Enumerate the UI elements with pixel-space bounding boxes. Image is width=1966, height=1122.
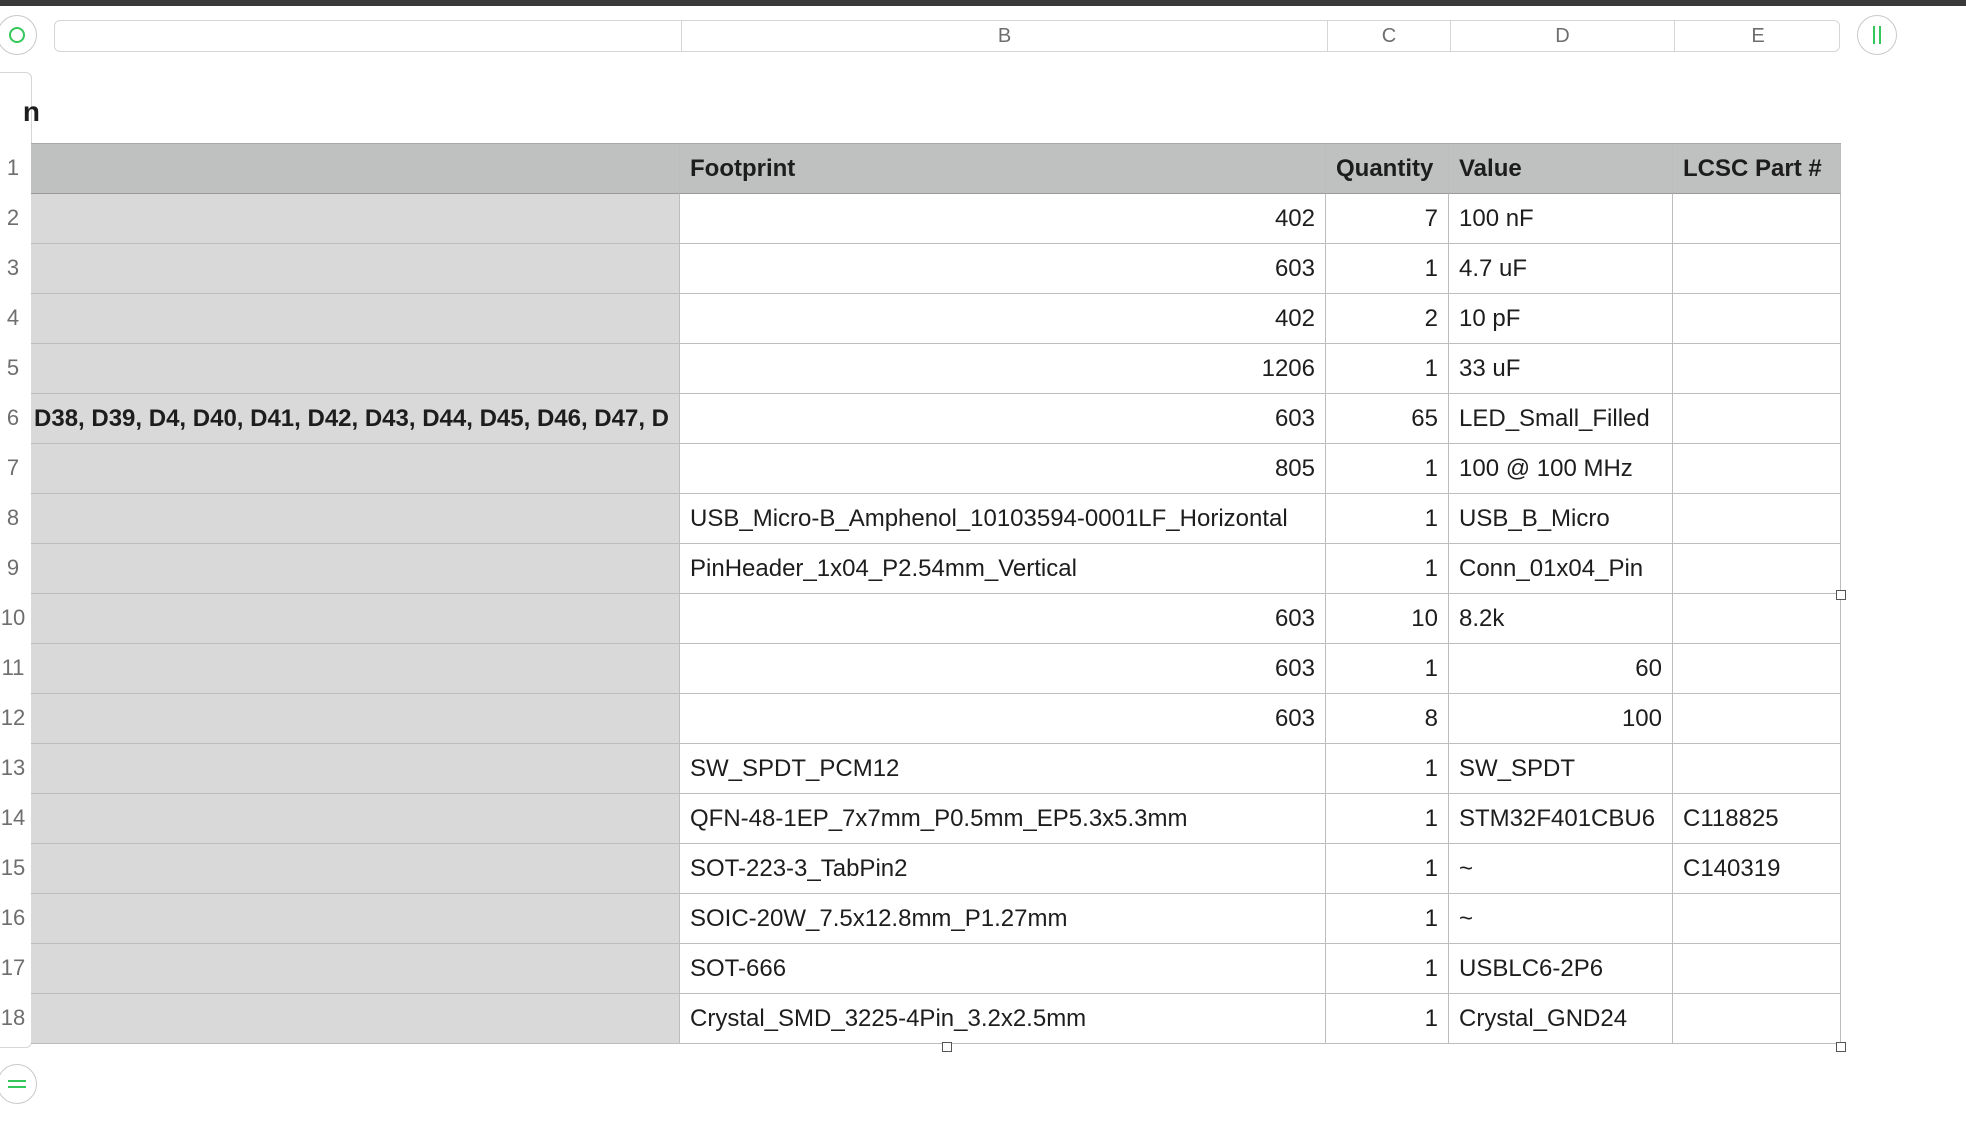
table-row — [31, 394, 1841, 444]
cell-lcsc[interactable] — [1673, 994, 1841, 1044]
cell-footprint[interactable]: QFN-48-1EP_7x7mm_P0.5mm_EP5.3x5.3mm — [680, 794, 1326, 844]
cell-quantity[interactable]: 65 — [1326, 394, 1449, 444]
cell-lcsc[interactable] — [1673, 394, 1841, 444]
row-number[interactable]: 6 — [6, 405, 20, 430]
cell-footprint[interactable]: 603 — [680, 644, 1326, 694]
row-number[interactable]: 5 — [6, 355, 20, 380]
row-number[interactable]: 10 — [0, 605, 26, 630]
row-number[interactable]: 3 — [6, 255, 20, 280]
cell-footprint[interactable]: 603 — [680, 694, 1326, 744]
table-row — [31, 744, 1841, 794]
cell-value[interactable]: 10 pF — [1449, 294, 1673, 344]
cell-footprint[interactable]: 402 — [680, 294, 1326, 344]
cell-lcsc[interactable] — [1673, 344, 1841, 394]
bom-table — [31, 143, 1841, 1032]
row-number[interactable]: 18 — [0, 1005, 26, 1030]
cell-column-a[interactable] — [31, 844, 680, 894]
cell-quantity[interactable]: 1 — [1326, 344, 1449, 394]
table-row — [31, 894, 1841, 944]
table-row — [31, 294, 1841, 344]
cell-lcsc[interactable] — [1673, 744, 1841, 794]
window-top-bar — [0, 0, 1966, 6]
cell-column-a[interactable]: D38, D39, D4, D40, D41, D42, D43, D44, D45, D46, D47, D — [31, 394, 680, 444]
cell-column-a[interactable] — [31, 294, 680, 344]
cell-footprint[interactable]: 603 — [680, 594, 1326, 644]
table-row — [31, 994, 1841, 1044]
table-row — [31, 844, 1841, 894]
cell-column-a[interactable] — [31, 794, 680, 844]
cell-column-a[interactable] — [31, 194, 680, 244]
row-number[interactable]: 1 — [6, 155, 20, 180]
table-row — [31, 244, 1841, 294]
pause-icon — [1873, 26, 1881, 44]
column-letter-b[interactable]: B — [681, 21, 1327, 51]
cell-value[interactable]: 100 — [1449, 694, 1673, 744]
cell-footprint[interactable]: SOT-223-3_TabPin2 — [680, 844, 1326, 894]
header-value[interactable]: Value — [1449, 144, 1673, 194]
table-row — [31, 944, 1841, 994]
cell-lcsc[interactable] — [1673, 594, 1841, 644]
cell-column-a[interactable] — [31, 694, 680, 744]
column-letter-c[interactable]: C — [1327, 21, 1450, 51]
circle-select-icon — [9, 27, 25, 43]
cell-footprint[interactable]: SOIC-20W_7.5x12.8mm_P1.27mm — [680, 894, 1326, 944]
row-number[interactable]: 8 — [6, 505, 20, 530]
column-header-bar[interactable] — [54, 20, 1840, 52]
cell-column-a[interactable] — [31, 444, 680, 494]
cell-lcsc[interactable] — [1673, 894, 1841, 944]
table-select-button[interactable] — [0, 15, 37, 55]
cell-lcsc[interactable] — [1673, 444, 1841, 494]
equals-icon — [8, 1080, 26, 1088]
cell-value[interactable]: LED_Small_Filled — [1449, 394, 1673, 444]
row-number[interactable]: 12 — [0, 705, 26, 730]
cell-quantity[interactable]: 1 — [1326, 844, 1449, 894]
cell-lcsc[interactable] — [1673, 694, 1841, 744]
header-footprint[interactable]: Footprint — [680, 144, 1326, 194]
column-letter-e[interactable]: E — [1674, 21, 1840, 51]
cell-footprint[interactable]: 402 — [680, 194, 1326, 244]
cell-lcsc[interactable] — [1673, 194, 1841, 244]
resize-handle-corner[interactable] — [1836, 1042, 1846, 1052]
cell-value[interactable]: 100 nF — [1449, 194, 1673, 244]
cell-quantity[interactable]: 1 — [1326, 994, 1449, 1044]
cell-lcsc[interactable] — [1673, 494, 1841, 544]
row-number[interactable]: 2 — [6, 205, 20, 230]
cell-footprint[interactable]: 805 — [680, 444, 1326, 494]
cell-footprint[interactable]: SOT-666 — [680, 944, 1326, 994]
cell-value[interactable]: 8.2k — [1449, 594, 1673, 644]
table-title: n — [22, 96, 40, 127]
cell-column-a[interactable] — [31, 944, 680, 994]
cell-lcsc[interactable] — [1673, 544, 1841, 594]
table-row — [31, 644, 1841, 694]
cell-quantity[interactable]: 2 — [1326, 294, 1449, 344]
header-row — [31, 144, 1841, 194]
table-row — [31, 344, 1841, 394]
table-row — [31, 494, 1841, 544]
row-number[interactable]: 17 — [0, 955, 26, 980]
row-number[interactable]: 15 — [0, 855, 26, 880]
header-lcsc[interactable]: LCSC Part # — [1673, 144, 1841, 194]
cell-column-a[interactable] — [31, 744, 680, 794]
cell-lcsc[interactable] — [1673, 944, 1841, 994]
cell-value[interactable]: USBLC6-2P6 — [1449, 944, 1673, 994]
cell-value[interactable]: ~ — [1449, 894, 1673, 944]
cell-quantity[interactable]: 1 — [1326, 244, 1449, 294]
cell-footprint[interactable]: 603 — [680, 244, 1326, 294]
row-number[interactable]: 9 — [6, 555, 20, 580]
row-number[interactable]: 11 — [1, 655, 25, 680]
cell-footprint[interactable]: Crystal_SMD_3225-4Pin_3.2x2.5mm — [680, 994, 1326, 1044]
header-a[interactable] — [31, 144, 680, 194]
cell-value[interactable]: 60 — [1449, 644, 1673, 694]
cell-footprint[interactable]: USB_Micro-B_Amphenol_10103594-0001LF_Horizontal — [680, 494, 1326, 544]
cell-footprint[interactable]: PinHeader_1x04_P2.54mm_Vertical — [680, 544, 1326, 594]
cell-quantity[interactable]: 1 — [1326, 544, 1449, 594]
cell-value[interactable]: SW_SPDT — [1449, 744, 1673, 794]
row-number[interactable]: 14 — [0, 805, 26, 830]
table-row — [31, 544, 1841, 594]
resize-handle-bottom[interactable] — [942, 1042, 952, 1052]
cell-lcsc[interactable] — [1673, 294, 1841, 344]
cell-column-a[interactable] — [31, 544, 680, 594]
cell-quantity[interactable]: 8 — [1326, 694, 1449, 744]
cell-column-a[interactable] — [31, 594, 680, 644]
table-row — [31, 694, 1841, 744]
cell-quantity[interactable]: 1 — [1326, 444, 1449, 494]
column-letter-d[interactable]: D — [1450, 21, 1674, 51]
cell-column-a[interactable] — [31, 344, 680, 394]
cell-lcsc[interactable] — [1673, 644, 1841, 694]
row-number[interactable]: 4 — [6, 305, 20, 330]
resize-handle-right[interactable] — [1836, 590, 1846, 600]
add-row-button[interactable] — [0, 1064, 37, 1104]
cell-quantity[interactable]: 7 — [1326, 194, 1449, 244]
cell-quantity[interactable]: 1 — [1326, 794, 1449, 844]
cell-quantity[interactable]: 10 — [1326, 594, 1449, 644]
row-number[interactable]: 7 — [6, 455, 20, 480]
cell-value[interactable]: ~ — [1449, 844, 1673, 894]
cell-value[interactable]: STM32F401CBU6 — [1449, 794, 1673, 844]
table-row — [31, 594, 1841, 644]
cell-footprint[interactable]: 603 — [680, 394, 1326, 444]
cell-column-a[interactable] — [31, 244, 680, 294]
cell-column-a[interactable] — [31, 894, 680, 944]
cell-value[interactable]: Conn_01x04_Pin — [1449, 544, 1673, 594]
cell-quantity[interactable]: 1 — [1326, 894, 1449, 944]
cell-footprint[interactable]: SW_SPDT_PCM12 — [680, 744, 1326, 794]
row-number[interactable]: 13 — [0, 755, 26, 780]
table-row — [31, 794, 1841, 844]
cell-value[interactable]: 33 uF — [1449, 344, 1673, 394]
cell-value[interactable]: USB_B_Micro — [1449, 494, 1673, 544]
cell-footprint[interactable]: 1206 — [680, 344, 1326, 394]
table-row — [31, 194, 1841, 244]
cell-quantity[interactable]: 1 — [1326, 944, 1449, 994]
row-number[interactable]: 16 — [0, 905, 26, 930]
cell-quantity[interactable]: 1 — [1326, 744, 1449, 794]
cell-value[interactable]: Crystal_GND24 — [1449, 994, 1673, 1044]
table-row — [31, 444, 1841, 494]
add-column-button[interactable] — [1857, 15, 1897, 55]
cell-column-a[interactable] — [31, 644, 680, 694]
header-quantity[interactable]: Quantity — [1326, 144, 1449, 194]
cell-value[interactable]: 100 @ 100 MHz — [1449, 444, 1673, 494]
cell-column-a[interactable] — [31, 494, 680, 544]
cell-lcsc[interactable] — [1673, 244, 1841, 294]
cell-value[interactable]: 4.7 uF — [1449, 244, 1673, 294]
cell-quantity[interactable]: 1 — [1326, 494, 1449, 544]
cell-lcsc[interactable]: C118825 — [1673, 794, 1841, 844]
cell-column-a[interactable] — [31, 994, 680, 1044]
cell-quantity[interactable]: 1 — [1326, 644, 1449, 694]
cell-lcsc[interactable]: C140319 — [1673, 844, 1841, 894]
